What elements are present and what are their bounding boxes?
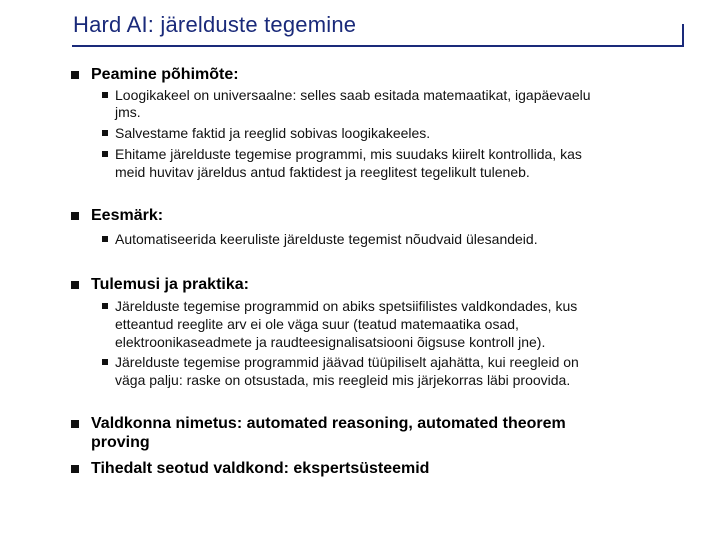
bullet-text-line: Automatiseerida keeruliste järelduste tegemist nõudvaid ülesandeid. (115, 231, 538, 247)
title-underline (72, 45, 684, 47)
bullet-square-small (102, 130, 108, 136)
bullet-text-line: Loogikakeel on universaalne: selles saab esitada matemaatikat, igapäevaelu (115, 87, 591, 103)
bullet-square (71, 420, 79, 428)
bullet-square-small (102, 92, 108, 98)
bullet-text-line: jms. (115, 104, 141, 120)
bullet-square-small (102, 359, 108, 365)
section-heading: Eesmärk: (91, 207, 164, 224)
bullet-square (71, 281, 79, 289)
bullet-text-line: Ehitame järelduste tegemise programmi, mis suudaks kiirelt kontrollida, kas (115, 146, 582, 162)
bullet-text-line: elektroonikaseadmete ja raudteesignalisatsiooni õigsuse kontroll jne). (115, 334, 546, 350)
bullet-square (71, 465, 79, 473)
summary-point-line: proving (91, 434, 150, 451)
bullet-text-line: Järelduste tegemise programmid on abiks spetsiifilistes valdkondades, kus (115, 298, 578, 314)
summary-point-line: Tihedalt seotud valdkond: ekspertsüsteemid (91, 460, 430, 477)
title-corner-tick (682, 24, 684, 47)
bullet-text-line: Salvestame faktid ja reeglid sobivas loogikakeeles. (115, 125, 431, 141)
bullet-text-line: meid huvitav järeldus antud faktidest ja reeglitest tegelikult tuleneb. (115, 164, 530, 180)
bullet-square (71, 212, 79, 220)
bullet-text-line: väga palju: raske on otsustada, mis reegleid mis järjekorras läbi proovida. (115, 372, 571, 388)
bullet-square (71, 71, 79, 79)
slide-title: Hard AI: järelduste tegemine (73, 12, 357, 37)
bullet-square-small (102, 236, 108, 242)
section-heading: Tulemusi ja praktika: (91, 276, 249, 293)
section-heading: Peamine põhimõte: (91, 66, 239, 83)
bullet-square-small (102, 151, 108, 157)
bullet-square-small (102, 303, 108, 309)
summary-point-line: Valdkonna nimetus: automated reasoning, automated theorem (91, 415, 566, 432)
bullet-text-line: Järelduste tegemise programmid jäävad tüüpiliselt ajahätta, kui reegleid on (115, 354, 579, 370)
bullet-text-line: etteantud reeglite arv ei ole väga suur (teatud matemaatika osad, (115, 316, 519, 332)
